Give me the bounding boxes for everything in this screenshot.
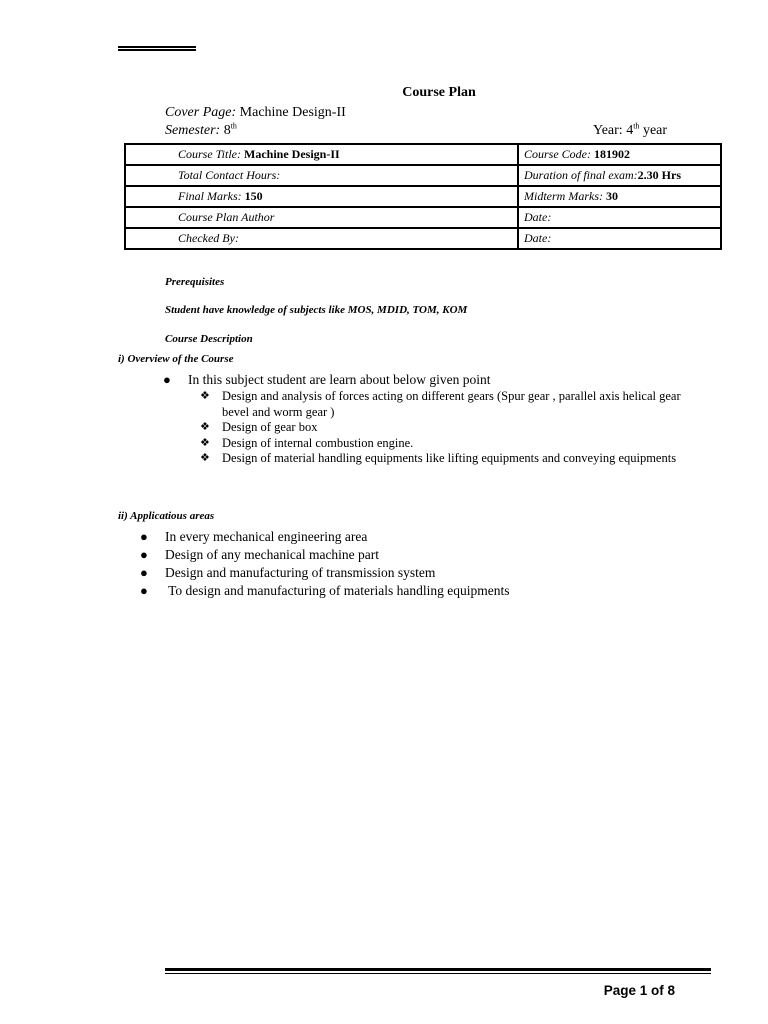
table-row bbox=[125, 207, 721, 228]
footer-rule bbox=[165, 968, 711, 974]
course-description-heading: Course Description bbox=[165, 333, 253, 345]
list-item bbox=[200, 420, 702, 436]
overview-section bbox=[163, 371, 708, 389]
list-item bbox=[140, 546, 705, 564]
overview-item: Design of gear box bbox=[222, 420, 318, 434]
bullet-icon: ● bbox=[140, 565, 148, 580]
final-marks-value: 150 bbox=[244, 189, 263, 203]
cover-page-line bbox=[165, 105, 346, 121]
prerequisites-text: Student have knowledge of subjects like MOS, MDID, TOM, KOM bbox=[165, 304, 468, 316]
author-label: Course Plan Author bbox=[178, 210, 275, 224]
date-cell bbox=[518, 207, 721, 228]
year-suffix: th bbox=[633, 121, 640, 131]
course-code-cell bbox=[518, 144, 721, 165]
date-cell bbox=[518, 228, 721, 249]
table-row bbox=[125, 228, 721, 249]
contact-hours-cell bbox=[125, 165, 518, 186]
course-code-label: Course Code: bbox=[524, 147, 591, 161]
overview-item: Design and analysis of forces acting on different gears (Spur gear , parallel axis helical gear bevel and worm gear ) bbox=[222, 389, 681, 419]
midterm-label: Midterm Marks: bbox=[524, 189, 603, 203]
bullet-icon: ● bbox=[140, 529, 148, 544]
semester-line bbox=[165, 123, 237, 139]
list-item bbox=[163, 371, 708, 389]
overview-intro: In this subject student are learn about below given point bbox=[188, 372, 491, 387]
list-item bbox=[200, 435, 702, 452]
checked-by-cell bbox=[125, 228, 518, 249]
date-label: Date: bbox=[524, 231, 552, 245]
semester-suffix: th bbox=[230, 121, 237, 131]
cover-page-label: Cover Page: bbox=[165, 105, 237, 120]
year-tail: year bbox=[639, 123, 668, 138]
course-code-value: 181902 bbox=[594, 147, 630, 161]
application-item: In every mechanical engineering area bbox=[165, 529, 368, 544]
header-rule bbox=[118, 46, 196, 51]
semester-label: Semester: bbox=[165, 123, 221, 138]
midterm-cell bbox=[518, 186, 721, 207]
diamond-bullet-icon: ❖ bbox=[200, 436, 210, 449]
diamond-bullet-icon: ❖ bbox=[200, 452, 210, 464]
final-marks-cell bbox=[125, 186, 518, 207]
list-item bbox=[200, 451, 702, 467]
date-label: Date: bbox=[524, 210, 552, 224]
table-row bbox=[125, 165, 721, 186]
cover-page-value: Machine Design-II bbox=[239, 105, 346, 120]
overview-subitems bbox=[200, 389, 702, 467]
list-item bbox=[140, 528, 705, 546]
list-item bbox=[140, 564, 705, 582]
overview-item: Design of internal combustion engine. bbox=[222, 435, 414, 450]
year-line bbox=[593, 123, 667, 139]
author-cell bbox=[125, 207, 518, 228]
duration-label: Duration of final exam: bbox=[524, 168, 638, 182]
checked-by-label: Checked By: bbox=[178, 231, 239, 245]
list-item bbox=[140, 582, 705, 600]
diamond-bullet-icon: ❖ bbox=[200, 421, 210, 433]
course-info-table bbox=[124, 143, 722, 250]
bullet-icon: ● bbox=[140, 583, 148, 598]
diamond-bullet-icon: ❖ bbox=[200, 390, 210, 402]
table-row bbox=[125, 186, 721, 207]
overview-item: Design of material handling equipments like lifting equipments and conveying equipments bbox=[222, 451, 677, 465]
bullet-icon: ● bbox=[163, 372, 171, 387]
midterm-value: 30 bbox=[605, 189, 618, 203]
course-title-value: Machine Design-II bbox=[244, 147, 340, 161]
applications-heading: ii) Applicatious areas bbox=[118, 510, 215, 522]
applications-section bbox=[140, 528, 705, 600]
semester-value: 8 bbox=[223, 123, 231, 138]
prerequisites-heading: Prerequisites bbox=[165, 276, 225, 288]
application-item: To design and manufacturing of materials handling equipments bbox=[165, 583, 510, 598]
duration-cell bbox=[518, 165, 721, 186]
application-item: Design of any mechanical machine part bbox=[165, 547, 380, 562]
list-item bbox=[200, 389, 702, 420]
table-row bbox=[125, 144, 721, 165]
overview-heading: i) Overview of the Course bbox=[118, 353, 234, 365]
course-title-cell bbox=[125, 144, 518, 165]
course-title-label: Course Title: bbox=[178, 147, 242, 161]
page-number: Page 1 of 8 bbox=[603, 983, 675, 998]
year-label: Year: 4 bbox=[593, 123, 634, 138]
contact-hours-label: Total Contact Hours: bbox=[178, 168, 281, 182]
application-item: Design and manufacturing of transmission system bbox=[165, 565, 436, 580]
bullet-icon: ● bbox=[140, 547, 148, 562]
duration-value: 2.30 Hrs bbox=[637, 168, 681, 182]
page-title: Course Plan bbox=[402, 85, 476, 100]
final-marks-label: Final Marks: bbox=[178, 189, 242, 203]
